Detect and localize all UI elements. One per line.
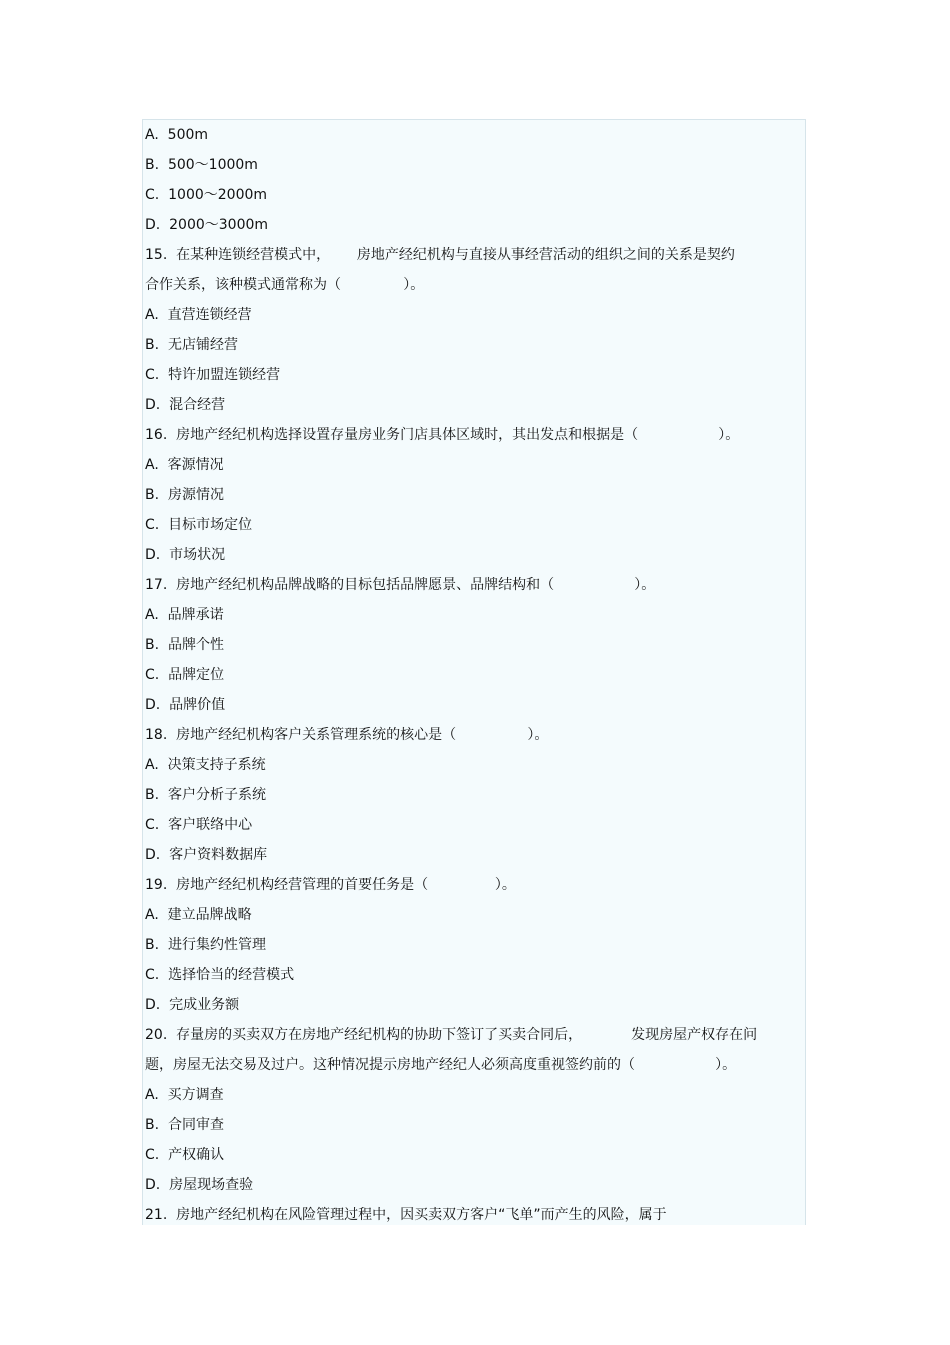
text-line: C. 客户联络中心 [145, 817, 253, 833]
text-line: D. 混合经营 [145, 397, 226, 413]
text-line: 合作关系，该种模式通常称为（ ）。 [145, 277, 425, 293]
text-line: C. 特许加盟连锁经营 [145, 367, 281, 383]
text-line: 题，房屋无法交易及过户。这种情况提示房地产经纪人必须高度重视签约前的（ ）。 [145, 1057, 737, 1073]
text-line: A. 客源情况 [145, 457, 224, 473]
text-line: D. 2000～3000m [145, 217, 269, 233]
text-line: C. 产权确认 [145, 1147, 225, 1163]
text-line: B. 进行集约性管理 [145, 937, 266, 953]
text-line: A. 品牌承诺 [145, 607, 224, 623]
text-line: 18. 房地产经纪机构客户关系管理系统的核心是（ ）。 [145, 727, 549, 743]
text-line: C. 选择恰当的经营模式 [145, 967, 295, 983]
text-line: C. 品牌定位 [145, 667, 225, 683]
text-line: A. 直营连锁经营 [145, 307, 252, 323]
text-line: C. 目标市场定位 [145, 517, 253, 533]
text-line: 17. 房地产经纪机构品牌战略的目标包括品牌愿景、品牌结构和（ ）。 [145, 577, 656, 593]
text-line: A. 决策支持子系统 [145, 757, 266, 773]
text-line: D. 客户资料数据库 [145, 847, 268, 863]
text-line: D. 房屋现场查验 [145, 1177, 254, 1193]
text-line: D. 品牌价值 [145, 697, 226, 713]
text-line: 16. 房地产经纪机构选择设置存量房业务门店具体区域时，其出发点和根据是（ ）。 [145, 427, 740, 443]
text-line: C. 1000～2000m [145, 187, 268, 203]
text-line: A. 建立品牌战略 [145, 907, 252, 923]
text-line: D. 市场状况 [145, 547, 226, 563]
text-line: 19. 房地产经纪机构经营管理的首要任务是（ ）。 [145, 877, 516, 893]
text-line: B. 500～1000m [145, 157, 258, 173]
text-line: A. 买方调查 [145, 1087, 224, 1103]
text-line: B. 无店铺经营 [145, 337, 238, 353]
text-line: B. 房源情况 [145, 487, 224, 503]
text-line: B. 客户分析子系统 [145, 787, 266, 803]
document-page [142, 119, 806, 1225]
text-line: B. 合同审查 [145, 1117, 224, 1133]
text-line: D. 完成业务额 [145, 997, 240, 1013]
text-line: A. 500m [145, 127, 209, 143]
question-text-block [145, 124, 805, 1225]
text-line: 15. 在某种连锁经营模式中， 房地产经纪机构与直接从事经营活动的组织之间的关系是契约 [145, 247, 735, 263]
text-line: 21. 房地产经纪机构在风险管理过程中，因买卖双方客户“飞单”而产生的风险，属于 [145, 1207, 667, 1223]
text-line: B. 品牌个性 [145, 637, 224, 653]
text-line: 20. 存量房的买卖双方在房地产经纪机构的协助下签订了买卖合同后， 发现房屋产权存在问 [145, 1027, 758, 1043]
